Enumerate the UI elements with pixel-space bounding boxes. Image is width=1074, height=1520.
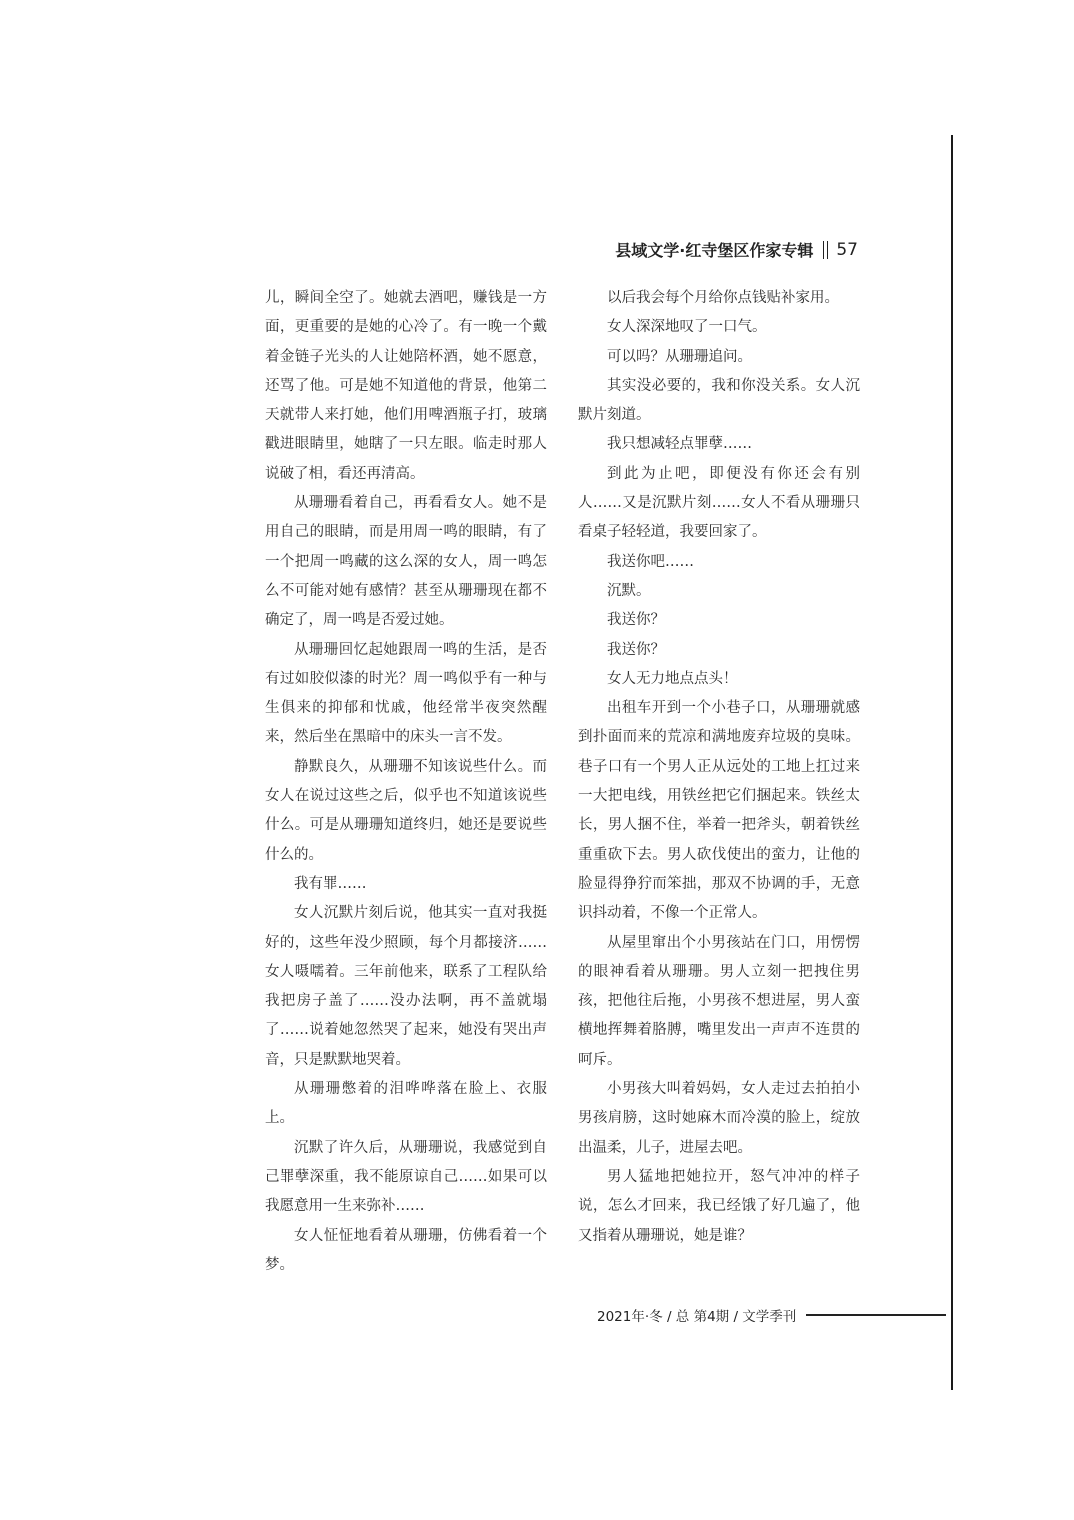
- running-footer: [597, 1305, 946, 1325]
- paragraph: 我送你？: [607, 641, 665, 658]
- issue-info: 2021年·冬 / 总 第4期 / 文学季刊: [597, 1309, 797, 1325]
- page-edge-line: [951, 135, 953, 1390]
- paragraph: 静默良久，从珊珊不知该说些什么。而女人在说过这些之后，似乎也不知道该说些什么。可是从珊珊知道终归，她还是要说些什么的。: [265, 758, 547, 863]
- paragraph: 沉默了许久后，从珊珊说，我感觉到自己罪孽深重，我不能原谅自己……如果可以我愿意用一生来弥补……: [265, 1139, 547, 1215]
- right-text-column: [578, 284, 860, 1251]
- page-number: 57: [836, 239, 858, 260]
- paragraph: 女人怔怔地看着从珊珊，仿佛看着一个梦。: [265, 1227, 547, 1273]
- paragraph: 从珊珊看着自己，再看看女人。她不是用自己的眼睛，而是用周一鸣的眼睛，有了一个把周一鸣藏的这么深的女人，周一鸣怎么不可能对她有感情？甚至从珊珊现在都不确定了，周一鸣是否爱过她。: [265, 495, 547, 629]
- paragraph: 儿，瞬间全空了。她就去酒吧，赚钱是一方面，更重要的是她的心冷了。有一晚一个戴着金链子光头的人让她陪杯酒，她不愿意，还骂了他。可是她不知道他的背景，他第二天就带人来打她，他们用啤酒瓶子打，玻璃戳进眼睛里，她瞎了一只左眼。临走时那人说破了相，看还再清高。: [265, 290, 547, 482]
- paragraph: 我有罪……: [294, 875, 367, 892]
- section-title: 县域文学·红寺堡区作家专辑: [615, 241, 814, 260]
- paragraph: 从珊珊回忆起她跟周一鸣的生活，是否有过如胶似漆的时光？周一鸣似乎有一种与生俱来的抑郁和忧戚，他经常半夜突然醒来，然后坐在黑暗中的床头一言不发。: [265, 641, 547, 746]
- paragraph: 小男孩大叫着妈妈，女人走过去拍拍小男孩肩膀，这时她麻木而冷漠的脸上，绽放出温柔，儿子，进屋去吧。: [578, 1081, 860, 1156]
- paragraph: 我只想减轻点罪孽……: [607, 436, 752, 453]
- paragraph: 女人沉默片刻后说，他其实一直对我挺好的，这些年没少照顾，每个月都接济……女人嗫嚅着。三年前他来，联系了工程队给我把房子盖了……没办法啊，再不盖就塌了……说着她忽然哭了起来，她没有哭出声音，只是默默地哭着。: [265, 905, 547, 1068]
- paragraph: 以后我会每个月给你点钱贴补家用。: [607, 290, 839, 306]
- paragraph: 从珊珊憋着的泪哗哗落在脸上、衣服上。: [265, 1081, 547, 1127]
- paragraph: 女人深深地叹了一口气。: [607, 319, 767, 336]
- running-header: [615, 238, 858, 261]
- paragraph: 沉默。: [607, 582, 651, 599]
- footer-rule: [806, 1314, 946, 1316]
- paragraph: 可以吗？从珊珊追问。: [607, 348, 752, 365]
- paragraph: 男人猛地把她拉开，怒气冲冲的样子说，怎么才回来，我已经饿了好几遍了，他又指着从珊珊说，她是谁？: [578, 1168, 860, 1244]
- paragraph: 出租车开到一个小巷子口，从珊珊就感到扑面而来的荒凉和满地废弃垃圾的臭味。巷子口有一个男人正从远处的工地上扛过来一大把电线，用铁丝把它们捆起来。铁丝太长，男人捆不住，举着一把斧头，朝着铁丝重重砍下去。男人砍伐使出的蛮力，让他的脸显得狰狞而笨拙，那双不协调的手，无意识抖动着，不像一个正常人。: [578, 700, 860, 922]
- paragraph: 从屋里窜出个小男孩站在门口，用愣愣的眼神看着从珊珊。男人立刻一把拽住男孩，把他往后拖，小男孩不想进屋，男人蛮横地挥舞着胳膊，嘴里发出一声声不连贯的呵斥。: [578, 934, 860, 1068]
- paragraph: 我送你？: [607, 612, 665, 629]
- header-separator: [823, 241, 828, 259]
- paragraph: 到此为止吧，即便没有你还会有别人……又是沉默片刻……女人不看从珊珊只看桌子轻轻道，我要回家了。: [578, 465, 860, 541]
- paragraph: 女人无力地点点头！: [607, 670, 738, 687]
- paragraph: 我送你吧……: [607, 553, 694, 570]
- left-text-column: [265, 284, 547, 1280]
- paragraph: 其实没必要的，我和你没关系。女人沉默片刻道。: [578, 377, 860, 424]
